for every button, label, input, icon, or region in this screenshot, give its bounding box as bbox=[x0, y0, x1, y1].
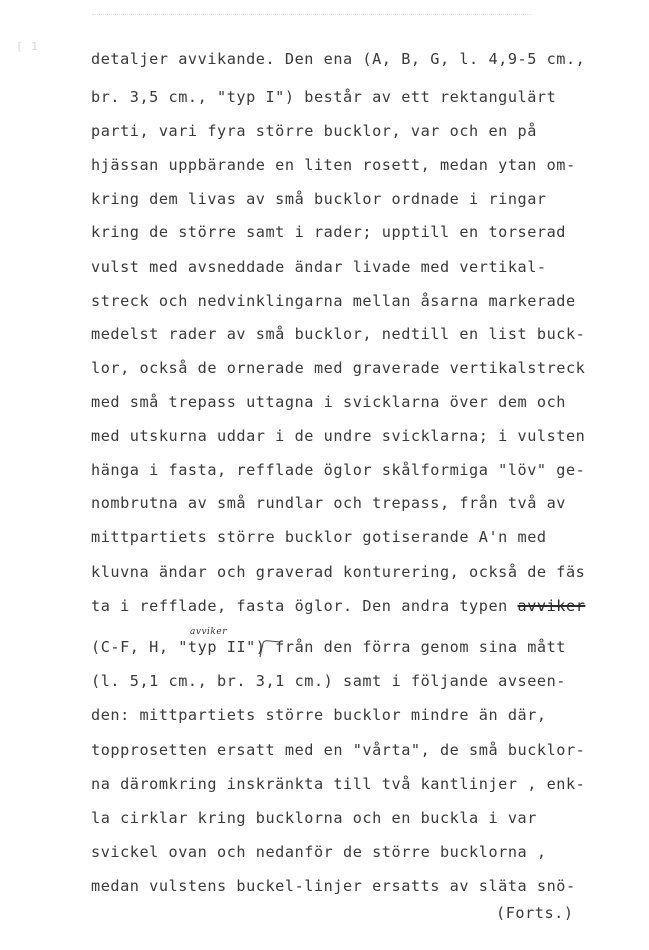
handwritten-insertion: avviker bbox=[190, 627, 227, 637]
text-line-2: br. 3,5 cm., "typ I") består av ett rektangulärt bbox=[91, 88, 557, 106]
text-line-22: na däromkring inskränkta till två kantlinjer , enk- bbox=[91, 775, 586, 793]
continuation-note: (Forts.) bbox=[496, 904, 574, 922]
text-line-10: lor, också de ornerade med graverade vertikalstreck bbox=[91, 359, 586, 377]
text-line-6: kring de större samt i rader; upptill en torserad bbox=[91, 223, 566, 241]
show-through-mark: [ 1 bbox=[16, 40, 39, 53]
text-line-15: mittpartiets större bucklor gotiserande A'n med bbox=[91, 528, 547, 546]
text-line-9: medelst rader av små bucklor, nedtill en list buck- bbox=[91, 325, 586, 343]
text-line-4: hjässan uppbärande en liten rosett, medan ytan om- bbox=[91, 156, 576, 174]
text-line-3: parti, vari fyra större bucklor, var och en på bbox=[91, 122, 537, 140]
text-line-25: medan vulstens buckel-linjer ersatts av släta snö- bbox=[91, 877, 576, 895]
struck-word: avviker bbox=[517, 597, 586, 615]
text-line-7: vulst med avsneddade ändar livade med vertikal- bbox=[91, 258, 547, 276]
text-line-24: svickel ovan och nedanför de större bucklorna , bbox=[91, 843, 547, 861]
text-line-11: med små trepass uttagna i svicklarna över dem och bbox=[91, 393, 566, 411]
text-line-13: hänga i fasta, refflade öglor skålformiga "löv" ge- bbox=[91, 461, 586, 479]
text-line-8: streck och nedvinklingarna mellan åsarna markerade bbox=[91, 292, 576, 310]
text-line-5: kring dem livas av små bucklor ordnade i ringar bbox=[91, 190, 547, 208]
text-line-16: kluvna ändar och graverad konturering, också de fäs bbox=[91, 563, 586, 581]
faint-top-rule bbox=[92, 14, 532, 15]
text-line-17-main: ta i refflade, fasta öglor. Den andra typen bbox=[91, 597, 518, 615]
text-line-14: nombrutna av små rundlar och trepass, från två av bbox=[91, 494, 566, 512]
text-line-1: detaljer avvikande. Den ena (A, B, G, l. 4,9-5 cm., bbox=[91, 50, 586, 68]
text-line-12: med utskurna uddar i de undre svicklarna; i vulsten bbox=[91, 427, 586, 445]
text-line-23: la cirklar kring bucklorna och en buckla i var bbox=[91, 809, 537, 827]
text-line-21: topprosetten ersatt med en "vårta", de små bucklor- bbox=[91, 741, 586, 759]
text-line-20: den: mittpartiets större bucklor mindre än där, bbox=[91, 706, 547, 724]
text-line-17 bbox=[91, 597, 585, 615]
text-line-18: (C-F, H, "typ II") från den förra genom sina mått bbox=[91, 638, 566, 656]
text-line-19: (l. 5,1 cm., br. 3,1 cm.) samt i följande avseen- bbox=[91, 672, 566, 690]
